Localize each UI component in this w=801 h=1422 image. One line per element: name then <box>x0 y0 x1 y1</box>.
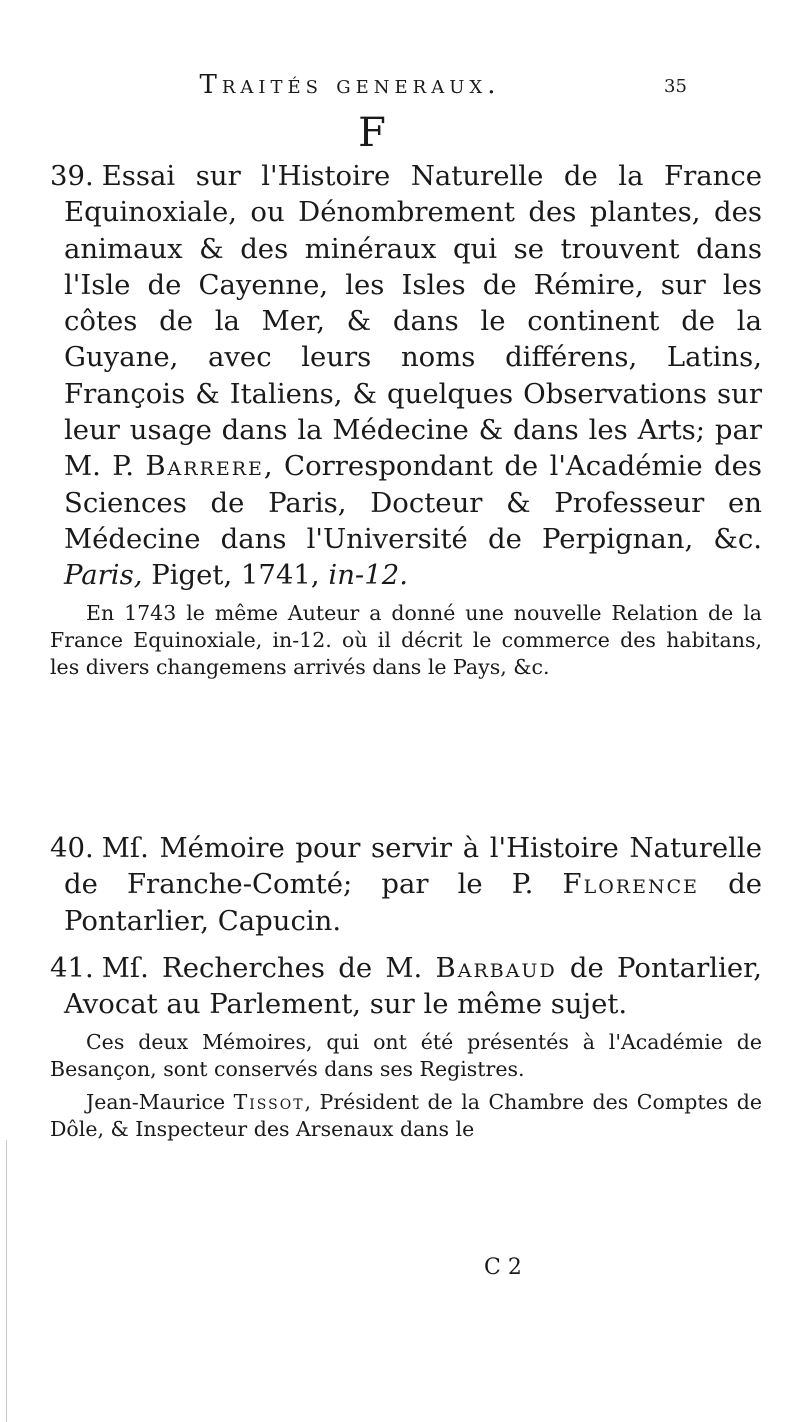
page-edge-line <box>6 1140 7 1422</box>
entry-39 <box>50 158 762 681</box>
entry-39-text <box>50 158 762 594</box>
page-number: 35 <box>664 76 687 97</box>
entry-author-details: de Pontarlier, Capucin. <box>64 868 762 937</box>
entry-author: Florence <box>562 868 699 901</box>
entry-40-text <box>50 830 762 939</box>
entry-40 <box>50 830 762 939</box>
entry-author-details: de Pontarlier, Avocat au Parlement, sur le même sujet. <box>64 952 763 1021</box>
entry-place: Paris, <box>64 559 143 592</box>
entry-41-text <box>50 950 762 1023</box>
entry-number: 40. <box>50 832 94 864</box>
entry-39-note: En 1743 le même Auteur a donné une nouvelle Relation de la France Equinoxiale, in-12. où il décrit le commerce des habitans, les divers changemens arrivés dans le Pays, &c. <box>50 600 762 679</box>
entry-number: 41. <box>50 952 94 984</box>
entry-41 <box>50 950 762 1143</box>
signature-mark: C 2 <box>484 1255 522 1280</box>
entry-publisher: Piget, 1741, <box>151 559 320 592</box>
section-letter: F <box>358 110 386 156</box>
note-text: , Président de la Chambre des Comptes de Dôle, & Inspecteur des Arsenaux dans le <box>50 1089 762 1141</box>
entry-41-note: Ces deux Mémoires, qui ont été présentés à l'Académie de Besançon, sont conservés dans ses Registres. <box>50 1029 762 1081</box>
running-head: Traités generaux. <box>199 70 501 100</box>
entry-author: Barbaud <box>435 952 557 984</box>
entry-title: Mſ. Mémoire pour servir à l'Histoire Naturelle de Franche-Comté; par le P. <box>64 832 762 901</box>
entry-title: Essai sur l'Histoire Naturelle de la France Equinoxiale, ou Dénombrement des plantes, des animaux & des minéraux qui se trouvent dans l'Isle de Cayenne, les Isles de Rémire, sur les côtes de la Mer, & dans le continent de la Guyane, avec leurs noms différens, Latins, François & Italiens, & quelques Observations sur leur usage dans la Médecine & dans les Arts; par M. P. <box>64 160 762 483</box>
entry-format: in-12. <box>328 559 408 592</box>
note-person-name: Jean-Maurice <box>86 1089 226 1114</box>
note-person-surname: Tissot <box>233 1089 305 1114</box>
entry-41-note-continued <box>50 1089 762 1143</box>
entry-title: Mſ. Recherches de M. <box>101 952 423 984</box>
entry-author: Barrere <box>145 450 264 483</box>
entry-author-details: , Correspondant de l'Académie des Sciences de Paris, Docteur & Professeur en Médecine dans l'Université de Perpignan, &c. <box>64 450 762 555</box>
entry-number: 39. <box>50 160 94 192</box>
